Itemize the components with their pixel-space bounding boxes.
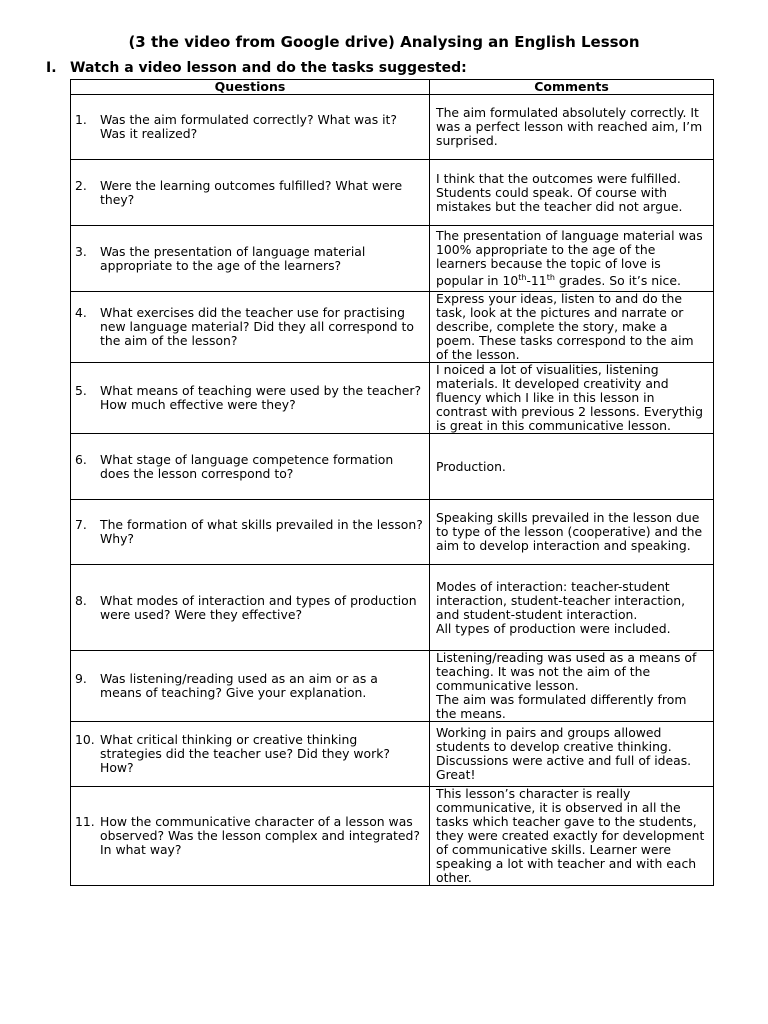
question-cell (71, 500, 430, 565)
question-text: The formation of what skills prevailed in the lesson? Why? (100, 517, 423, 546)
question-text: Was the aim formulated correctly? What was it? Was it realized? (100, 112, 397, 141)
table-row (71, 160, 714, 226)
question-number: 1. (75, 112, 87, 127)
comment-cell (430, 722, 714, 787)
question-number: 5. (75, 383, 87, 398)
question-number: 10. (75, 732, 95, 747)
question-cell (71, 292, 430, 363)
question-text: What means of teaching were used by the teacher? How much effective were they? (100, 383, 422, 412)
question-number: 6. (75, 451, 87, 467)
comment-cell (430, 160, 714, 226)
question-text: What critical thinking or creative thinking strategies did the teacher use? Did they work? How? (100, 732, 390, 775)
question-text: Was listening/reading used as an aim or as a means of teaching? Give your explanation. (100, 671, 378, 700)
question-cell (71, 565, 430, 651)
comment-text: Modes of interaction: teacher-student interaction, student-teacher interaction, and student-student interaction. All types of production were included. (436, 578, 686, 636)
table-row (71, 226, 714, 292)
comment-text: Speaking skills prevailed in the lesson due to type of the lesson (cooperative) and the aim to develop interaction and speaking. (436, 510, 703, 553)
table-row (71, 651, 714, 722)
comment-cell (430, 434, 714, 500)
comment-cell (430, 500, 714, 565)
table-row (71, 434, 714, 500)
question-text: Were the learning outcomes fulfilled? What were they? (100, 177, 403, 207)
comment-cell (430, 651, 714, 722)
question-cell (71, 434, 430, 500)
question-cell (71, 95, 430, 160)
question-text: What exercises did the teacher use for practising new language material? Did they all correspond to the aim of the lesson? (100, 305, 414, 348)
question-number: 4. (75, 305, 87, 320)
question-text: Was the presentation of language material appropriate to the age of the learners? (100, 243, 366, 273)
question-text: What modes of interaction and types of production were used? Were they effective? (100, 592, 417, 622)
comment-text: I noiced a lot of visualities, listening materials. It developed creativity and fluency which I like in this lesson in contrast with previous 2 lessons. Everythig is great in this communicative lesson. (436, 362, 703, 433)
comment-text: Working in pairs and groups allowed students to develop creative thinking. Discussions were active and full of ideas. Great! (436, 725, 692, 782)
question-text: How the communicative character of a lesson was observed? Was the lesson complex and integrated? In what way? (100, 814, 420, 857)
table-row (71, 95, 714, 160)
question-text: What stage of language competence formation does the lesson correspond to? (100, 451, 394, 481)
table-row (71, 565, 714, 651)
comment-text: Production. (436, 458, 506, 474)
comment-cell (430, 363, 714, 434)
page-title: (3 the video from Google drive) Analysing an English Lesson (128, 33, 640, 51)
comment-cell (430, 95, 714, 160)
question-cell (71, 363, 430, 434)
comment-text: The aim formulated absolutely correctly. It was a perfect lesson with reached aim, I’m surprised. (436, 105, 703, 148)
question-number: 8. (75, 592, 87, 608)
table-row (71, 363, 714, 434)
comment-text: This lesson’s character is really communicative, it is observed in all the tasks which teacher gave to the students, they were created exactly for development of communicative skills. Learner were speaking a lot with teacher and with each other. (436, 786, 705, 885)
question-number: 9. (75, 671, 87, 686)
comment-cell (430, 565, 714, 651)
comment-text: Express your ideas, listen to and do the task, look at the pictures and narrate or describe, complete the story, make a poem. These tasks correspond to the aim of the lesson. (436, 291, 694, 362)
question-cell (71, 651, 430, 722)
question-cell (71, 160, 430, 226)
table-header-row (71, 80, 714, 95)
comment-text: I think that the outcomes were fulfilled. Students could speak. Of course with mistakes but the teacher did not argue. (436, 170, 683, 214)
comment-cell (430, 226, 714, 292)
comment-text: Listening/reading was used as a means of teaching. It was not the aim of the communicative lesson. The aim was formulated differently from the means. (436, 650, 697, 721)
comment-text: The presentation of language material was 100% appropriate to the age of the learners because the topic of love is popular in 10th-11th grades. So it’s nice. (436, 227, 703, 289)
table-row (71, 722, 714, 787)
question-number: 3. (75, 243, 87, 259)
question-number: 2. (75, 177, 87, 193)
comment-cell (430, 787, 714, 886)
question-cell (71, 787, 430, 886)
header-questions: Questions (71, 80, 430, 95)
comment-cell (430, 292, 714, 363)
section-number: I. (46, 60, 57, 76)
table-row (71, 787, 714, 886)
table-row (71, 292, 714, 363)
section-heading (46, 60, 467, 76)
section-text: Watch a video lesson and do the tasks suggested: (70, 60, 467, 76)
question-cell (71, 722, 430, 787)
question-number: 11. (75, 814, 95, 829)
question-cell (71, 226, 430, 292)
table-row (71, 500, 714, 565)
question-number: 7. (75, 517, 87, 532)
analysis-table (70, 79, 714, 886)
header-comments: Comments (430, 80, 714, 95)
